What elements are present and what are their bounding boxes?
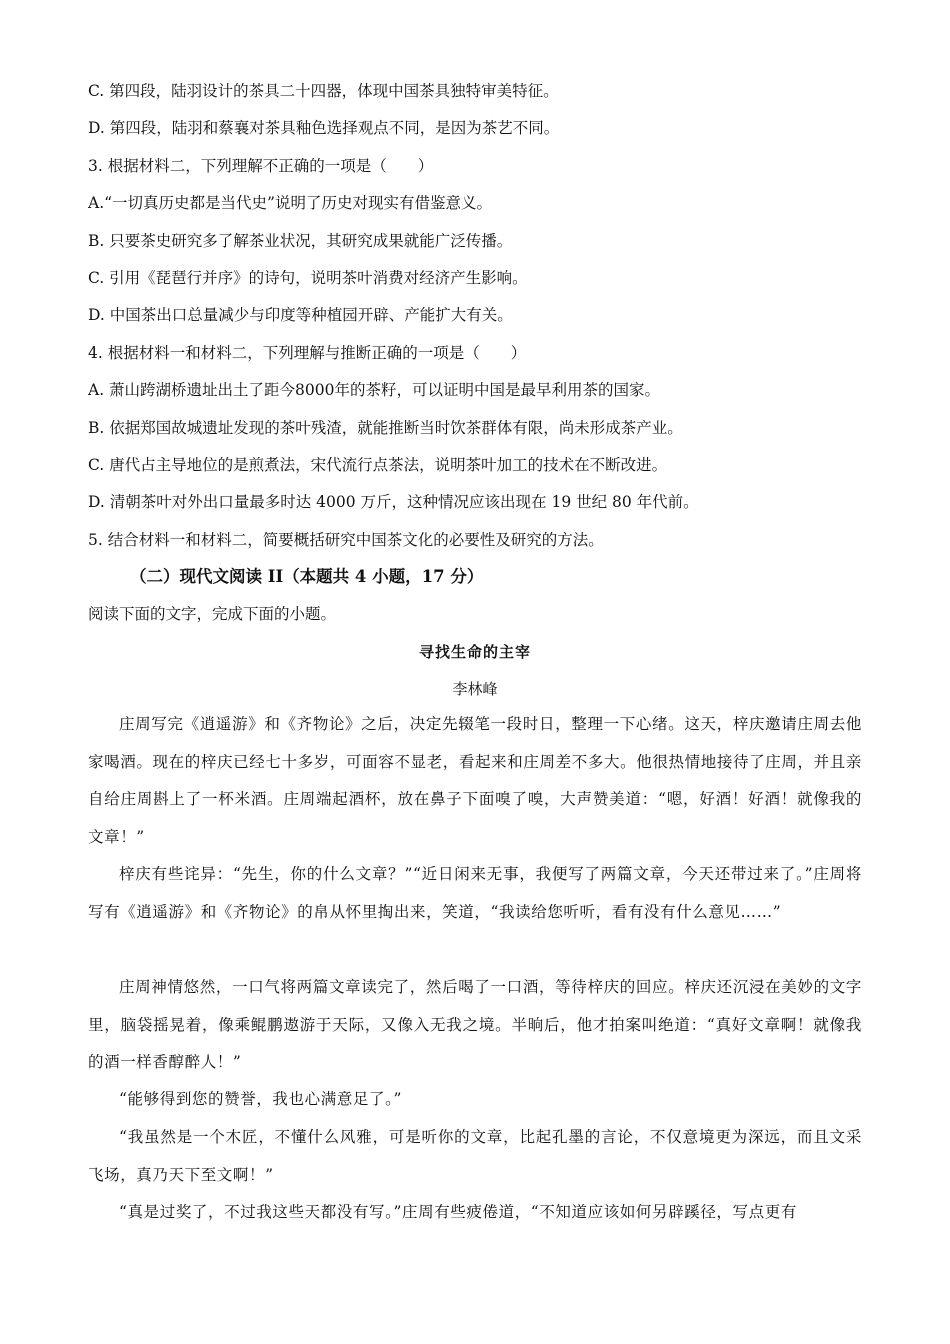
article-paragraph: 庄周神情悠然，一口气将两篇文章读完了，然后喝了一口酒，等待梓庆的回应。梓庆还沉浸在美妙的文字里，脑袋摇晃着，像乘鲲鹏遨游于天际，又像入无我之境。半晌后，他才拍案叫绝道：“真好文章啊！就像我的酒一样香醇醉人！”	[88, 978, 862, 1072]
q3-option-b: B. 只要茶史研究多了解茶业状况，其研究成果就能广泛传播。	[88, 232, 513, 250]
article-paragraph: 庄周写完《逍遥游》和《齐物论》之后，决定先辍笔一段时日，整理一下心绪。这天，梓庆邀请庄周去他家喝酒。现在的梓庆已经七十多岁，可面容不显老，看起来和庄周差不多大。他很热情地接待了庄周，并且亲自给庄周斟上了一杯米酒。庄周端起酒杯，放在鼻子下面嗅了嗅，大声赞美道：“嗯，好酒！好酒！就像我的文章！”	[88, 715, 862, 846]
q4-option-d: D. 清朝茶叶对外出口量最多时达 4000 万斤，这种情况应该出现在 19 世纪 80 年代前。	[88, 493, 699, 511]
article-author: 李林峰	[452, 680, 498, 698]
q3-option-c: C. 引用《琵琶行并序》的诗句，说明茶叶消费对经济产生影响。	[88, 269, 528, 287]
article-paragraph: “能够得到您的赞誉，我也心满意足了。”	[119, 1090, 402, 1108]
q2-option-d: D. 第四段，陆羽和蔡襄对茶具釉色选择观点不同，是因为茶艺不同。	[88, 119, 560, 137]
section-heading: （二）现代文阅读 II（本题共 4 小题，17 分）	[130, 567, 484, 586]
q4-option-b: B. 依据郑国故城遗址发现的茶叶残渣，就能推断当时饮茶群体有限，尚未形成茶产业。	[88, 419, 683, 437]
article-paragraph: “真是过奖了，不过我这些天都没有写。”庄周有些疲倦道，“不知道应该如何另辟蹊径，写点更有	[119, 1203, 797, 1221]
q2-option-c: C. 第四段，陆羽设计的茶具二十四器，体现中国茶具独特审美特征。	[88, 82, 559, 100]
q3-option-d: D. 中国茶出口总量减少与印度等种植园开辟、产能扩大有关。	[88, 306, 513, 324]
article-title: 寻找生命的主宰	[418, 643, 531, 661]
q3-stem: 3. 根据材料二，下列理解不正确的一项是（ ）	[88, 157, 434, 175]
q5-stem: 5. 结合材料一和材料二，简要概括研究中国茶文化的必要性及研究的方法。	[88, 531, 604, 549]
article-paragraph: “我虽然是一个木匠，不懂什么风雅，可是听你的文章，比起孔墨的言论，不仅意境更为深远，而且文采飞场，真乃天下至文啊！”	[88, 1128, 862, 1184]
q4-option-c: C. 唐代占主导地位的是煎煮法，宋代流行点茶法，说明茶叶加工的技术在不断改进。	[88, 456, 668, 474]
article-paragraph: 梓庆有些诧异：“先生，你的什么文章？”“近日闲来无事，我便写了两篇文章，今天还带过来了。”庄周将写有《逍遥游》和《齐物论》的帛从怀里掏出来，笑道，“我读给您听听，看有没有什么意见……”	[88, 865, 862, 921]
q4-option-a: A. 萧山跨湖桥遗址出土了距今8000年的茶籽，可以证明中国是最早利用茶的国家。	[88, 381, 660, 399]
q4-stem: 4. 根据材料一和材料二，下列理解与推断正确的一项是（ ）	[88, 344, 527, 362]
q3-option-a: A.“一切真历史都是当代史”说明了历史对现实有借鉴意义。	[88, 194, 492, 212]
section-instruction: 阅读下面的文字，完成下面的小题。	[88, 605, 337, 623]
